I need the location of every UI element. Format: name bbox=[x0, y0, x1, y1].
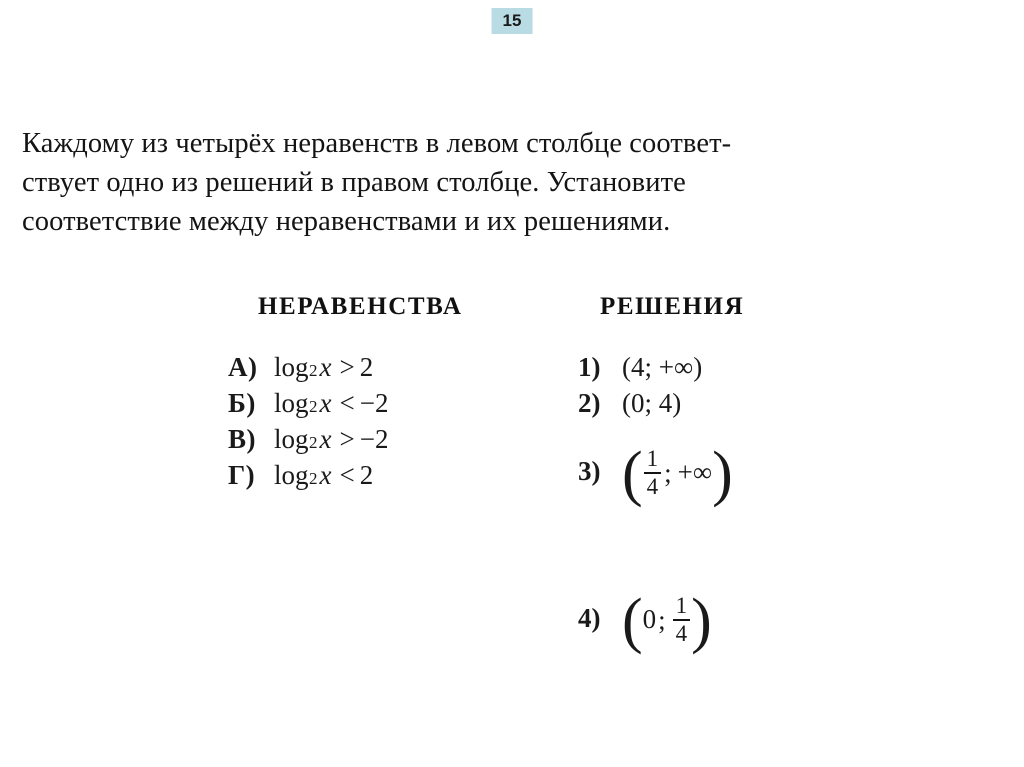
inequality-label: Б) bbox=[228, 388, 256, 418]
solutions-column bbox=[578, 352, 733, 655]
lower-bound: 0 bbox=[642, 604, 657, 635]
solution-interval: (0; 4) bbox=[622, 388, 682, 418]
variable-x: x bbox=[319, 460, 332, 490]
log-function-name: log bbox=[274, 352, 309, 382]
column-header-solutions: РЕШЕНИЯ bbox=[600, 293, 745, 320]
solution-label: 1) bbox=[578, 352, 601, 382]
solution-row bbox=[578, 586, 733, 655]
solution-label: 4) bbox=[578, 603, 601, 634]
inequality-label: В) bbox=[228, 424, 256, 454]
variable-x: x bbox=[319, 388, 332, 418]
fraction-numerator: 1 bbox=[675, 592, 688, 618]
solution-interval: ( $\frac{1}{4}$ ; +∞ ) bbox=[622, 439, 733, 508]
inequality-row bbox=[228, 388, 388, 424]
solution-row bbox=[578, 352, 733, 388]
log-base: 2 bbox=[309, 433, 318, 452]
right-hand-side: −2 bbox=[359, 424, 389, 454]
inequalities-column bbox=[228, 352, 388, 496]
solution-row bbox=[578, 439, 733, 508]
interval-separator: ; bbox=[664, 458, 672, 489]
solution-interval: (4; +∞) bbox=[622, 352, 703, 382]
relation-operator: < bbox=[339, 460, 355, 490]
column-header-inequalities: НЕРАВЕНСТВА bbox=[258, 293, 463, 320]
inequality-row bbox=[228, 460, 388, 496]
problem-statement bbox=[22, 124, 1002, 241]
fraction bbox=[672, 594, 692, 646]
log-function-name: log bbox=[274, 424, 309, 454]
log-base: 2 bbox=[309, 469, 318, 488]
statement-line-1: Каждому из четырёх неравенств в левом столбце соответ- bbox=[22, 128, 732, 159]
inequality-label: А) bbox=[228, 352, 258, 382]
slide-number-badge: 15 bbox=[492, 8, 533, 34]
fraction-denominator: 4 bbox=[675, 620, 688, 646]
statement-line-2: ствует одно из решений в правом столбце. Установите bbox=[22, 167, 686, 198]
variable-x: x bbox=[319, 352, 332, 382]
log-base: 2 bbox=[309, 361, 318, 380]
inequality-row bbox=[228, 424, 388, 460]
inequality-label: Г) bbox=[228, 460, 256, 490]
interval-separator: ; bbox=[658, 605, 666, 636]
right-hand-side: −2 bbox=[359, 388, 389, 418]
variable-x: x bbox=[319, 424, 332, 454]
relation-operator: > bbox=[339, 424, 355, 454]
log-function-name: log bbox=[274, 460, 309, 490]
statement-line-3: соответствие между неравенствами и их решениями. bbox=[22, 206, 671, 237]
fraction bbox=[643, 447, 663, 499]
right-hand-side: 2 bbox=[359, 352, 374, 382]
right-hand-side: 2 bbox=[359, 460, 374, 490]
fraction-numerator: 1 bbox=[646, 446, 659, 471]
solution-row bbox=[578, 388, 733, 424]
fraction-denominator: 4 bbox=[646, 473, 659, 499]
infinity-bound: +∞ bbox=[677, 457, 713, 488]
inequality-row bbox=[228, 352, 388, 388]
log-function-name: log bbox=[274, 388, 309, 418]
solution-label: 2) bbox=[578, 388, 601, 418]
relation-operator: > bbox=[339, 352, 355, 382]
solution-interval: ( 0 ; $\frac{1}{4}$ ) bbox=[622, 586, 712, 655]
relation-operator: < bbox=[339, 388, 355, 418]
log-base: 2 bbox=[309, 397, 318, 416]
solution-label: 3) bbox=[578, 456, 601, 487]
